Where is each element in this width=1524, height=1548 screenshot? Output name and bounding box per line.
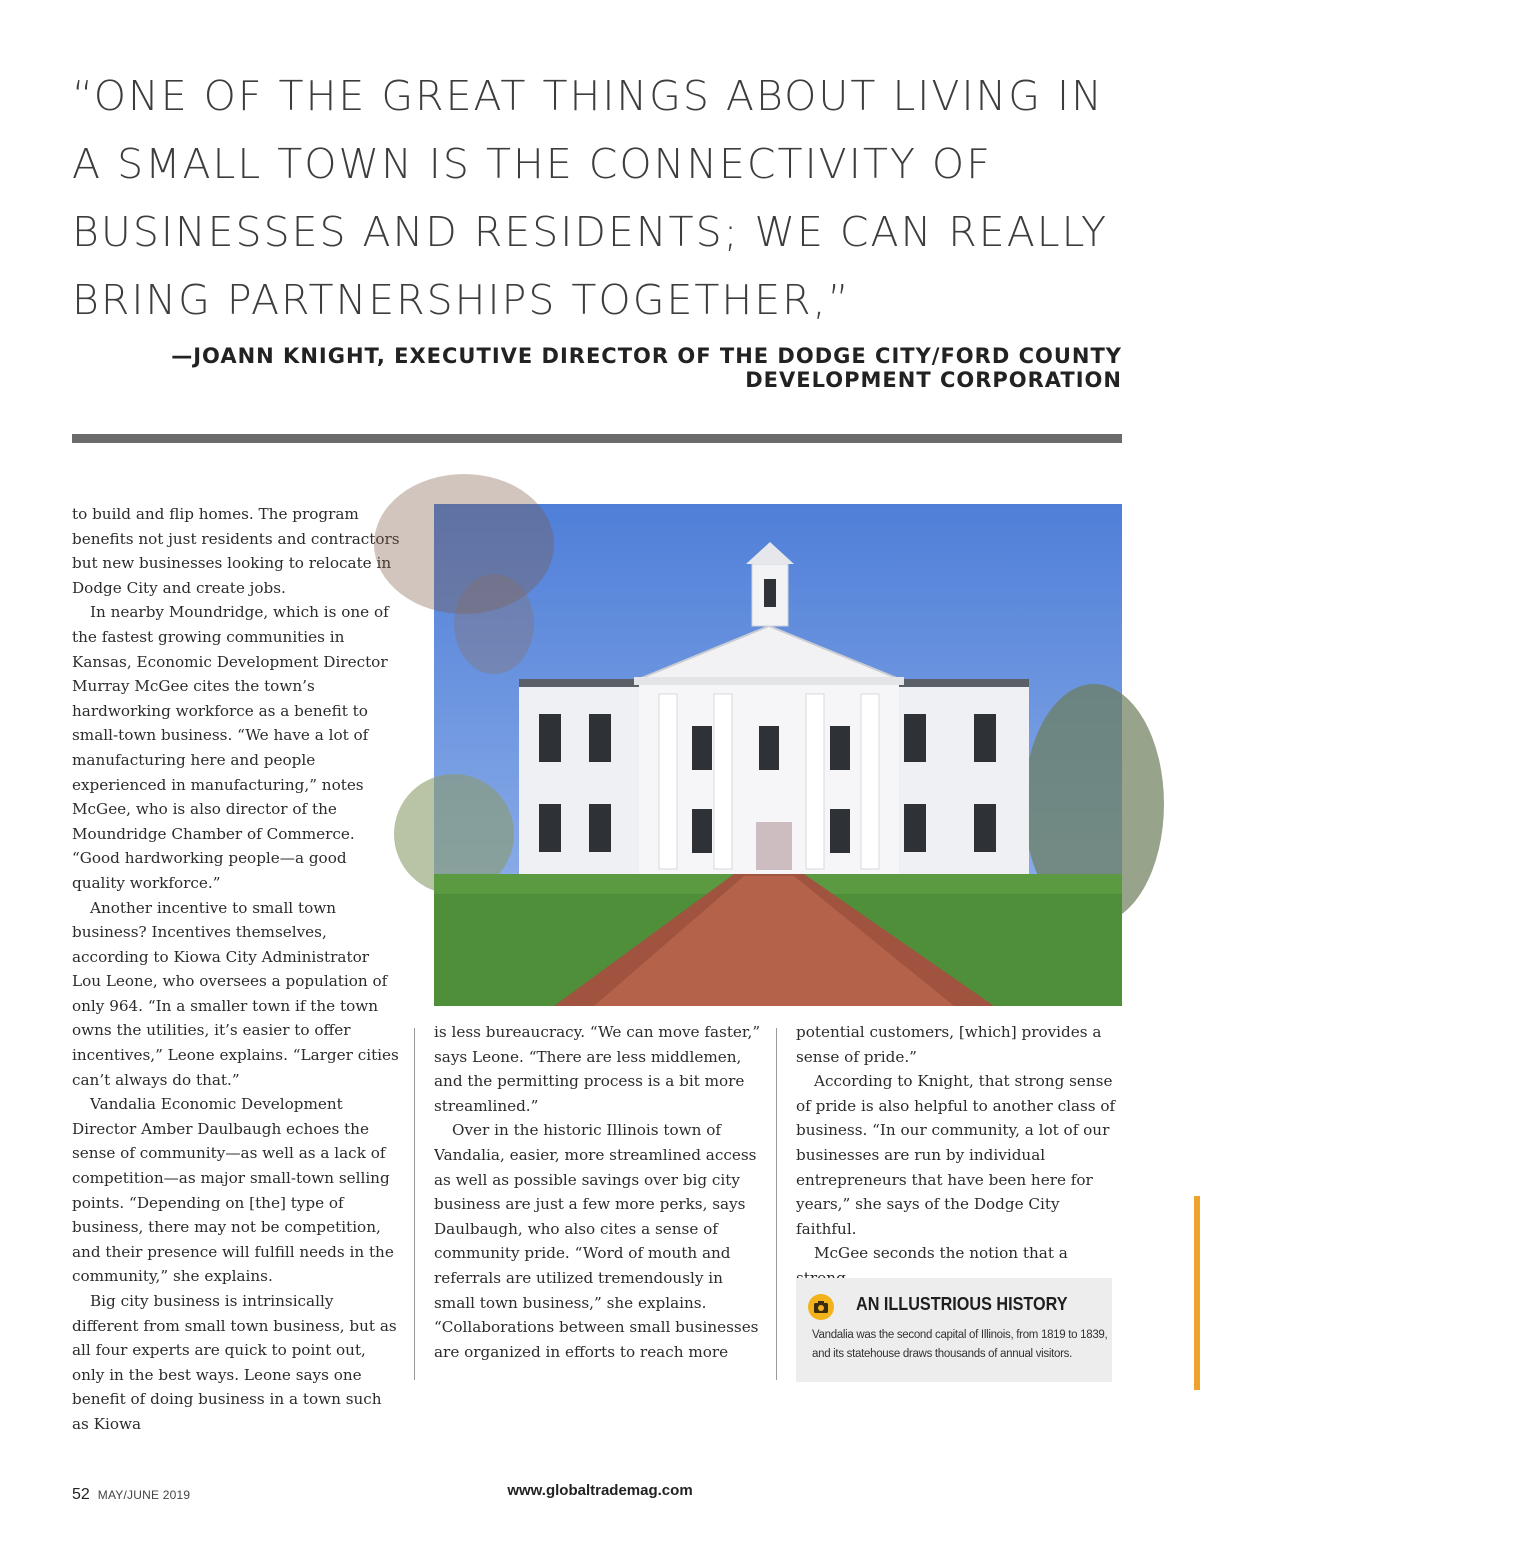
paragraph: Big city business is intrinsically different from small town business, but as all four experts are quick to point out, only in the best ways. Leone says one benefit of doing business in a town such as Kiowa	[72, 1292, 397, 1433]
accent-tab	[1194, 1196, 1200, 1390]
sidebar-title: AN ILLUSTRIOUS HISTORY	[856, 1294, 1068, 1314]
paragraph: McGee seconds the notion that a	[814, 1244, 1068, 1263]
sidebar-body: Vandalia was the second capital of Illinois, from 1819 to 1839, and its statehouse draws thousands of annual visitors.	[812, 1329, 1108, 1360]
section-divider	[72, 434, 1122, 443]
page-number: 52	[72, 1486, 90, 1503]
paragraph: Over in the historic Illinois town of Vandalia, easier, more streamlined access as well as possible savings over big city business are just a few more perks, says Daulbaugh, who also cites a sense of community pride. “Word of mouth and referrals are utilized tremendously in small town business,” she explains. “Collaborations between small businesses are organized in efforts to reach more	[434, 1121, 759, 1361]
article-column-3	[796, 1020, 1116, 1291]
camera-icon	[808, 1294, 834, 1320]
issue-date: MAY/JUNE 2019	[97, 1488, 191, 1502]
pull-quote: “ONE OF THE GREAT THINGS ABOUT LIVING IN A SMALL TOWN IS THE CONNECTIVITY OF BUSINESSES AND RESIDENTS; WE CAN REALLY BRING PARTNERSHIPS TOGETHER,”	[72, 72, 1109, 324]
footer-url[interactable]: www.globaltrademag.com	[507, 1482, 693, 1499]
article-column-1	[72, 502, 402, 1437]
photo-credit: BIGSTOCK	[1515, 1409, 1524, 1459]
paragraph: In nearby Moundridge, which is one of the fastest growing communities in Kansas, Economic Development Director Murray McGee cites the town’s hardworking workforce as a benefit to small-town business. “We have a lot of manufacturing here and people experienced in manufacturing,” notes McGee, who is also director of the Moundridge Chamber of Commerce. “Good hardworking people—a good quality workforce.”	[72, 603, 389, 892]
paragraph: Another incentive to small town business? Incentives themselves, according to Kiowa City Administrator Lou Leone, who oversees a population of only 964. “In a smaller town if the town owns the utilities, it’s easier to offer incentives,” Leone explains. “Larger cities can’t always do that.”	[72, 898, 399, 1089]
attribution-line-1: —JOANN KNIGHT, EXECUTIVE DIRECTOR OF THE DODGE CITY/FORD COUNTY	[171, 344, 1122, 368]
paragraph: potential customers, [which] provides a sense of pride.”	[796, 1023, 1102, 1066]
paragraph: is less bureaucracy. “We can move faster,” says Leone. “There are less middlemen, and the permitting process is a bit more streamlined.”	[434, 1023, 761, 1115]
quote-attribution	[122, 344, 1122, 392]
statehouse-illustration	[434, 504, 1122, 1006]
paragraph: According to Knight, that strong sense of pride is also helpful to another class of business. “In our community, a lot of our businesses are run by individual entrepreneurs that have been here for years,” she says of the Dodge City faithful.	[796, 1072, 1116, 1238]
column-divider	[776, 1028, 777, 1380]
column-divider	[414, 1028, 415, 1380]
paragraph: Vandalia Economic Development Director Amber Daulbaugh echoes the sense of community—as well as a lack of competition—as major small-town selling points. “Depending on [the] type of business, there may not be competition, and their presence will fulfill needs in the community,” she explains.	[72, 1095, 394, 1286]
paragraph: to build and flip homes. The program benefits not just residents and contractors but new businesses looking to relocate in Dodge City and create jobs.	[72, 505, 400, 597]
article-column-2	[434, 1020, 764, 1364]
attribution-line-2: DEVELOPMENT CORPORATION	[745, 368, 1122, 392]
sidebar-box	[796, 1278, 1112, 1382]
